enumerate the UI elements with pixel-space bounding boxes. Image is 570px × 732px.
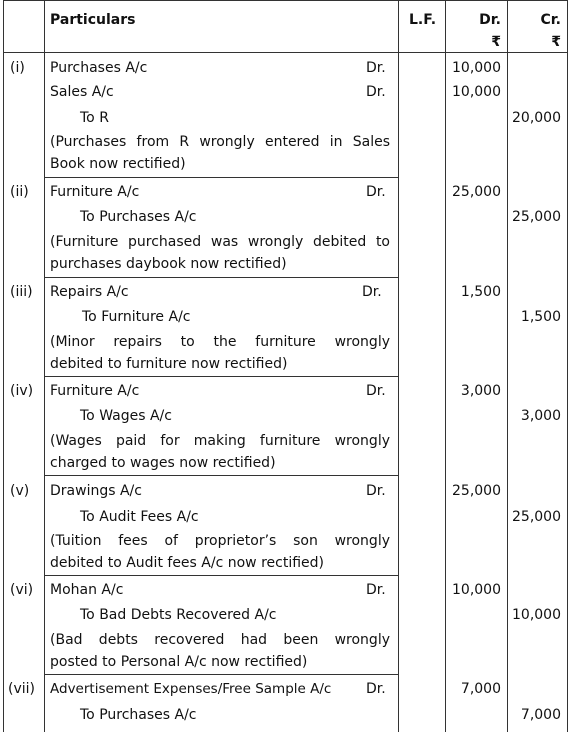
debit-amount: 3,000 bbox=[460, 383, 501, 399]
entry-rule bbox=[44, 674, 399, 675]
credit-amount: 25,000 bbox=[512, 509, 561, 525]
entry-number: (i) bbox=[10, 60, 25, 76]
entry-number: (vii) bbox=[8, 681, 35, 697]
narration-line: (Minor repairs to the furniture wrongly bbox=[50, 334, 390, 350]
header-lf: L.F. bbox=[409, 12, 437, 28]
narration bbox=[50, 131, 390, 175]
debit-account: Advertisement Expenses/Free Sample A/c bbox=[50, 681, 332, 697]
header-top-rule bbox=[3, 0, 568, 1]
narration bbox=[50, 231, 390, 275]
entry-rule bbox=[44, 376, 399, 377]
credit-amount: 25,000 bbox=[512, 209, 561, 225]
narration-line: (Furniture purchased was wrongly debited to bbox=[50, 234, 390, 250]
debit-amount: 7,000 bbox=[460, 681, 501, 697]
narration-line: (Bad debts recovered had been wrongly bbox=[50, 632, 390, 648]
dr-label: Dr. bbox=[366, 84, 386, 100]
credit-account: To Purchases A/c bbox=[80, 209, 197, 225]
debit-amount: 25,000 bbox=[452, 184, 501, 200]
narration-line: purchases daybook now rectified) bbox=[50, 256, 287, 272]
dr-label: Dr. bbox=[366, 582, 386, 598]
debit-account: Drawings A/c bbox=[50, 483, 142, 499]
debit-account: Mohan A/c bbox=[50, 582, 124, 598]
dr-label: Dr. bbox=[366, 681, 386, 697]
debit-account: Furniture A/c bbox=[50, 383, 140, 399]
credit-account: To Wages A/c bbox=[80, 408, 172, 424]
entry-number: (v) bbox=[10, 483, 30, 499]
col-line-left bbox=[3, 0, 4, 732]
entry-number: (iii) bbox=[10, 284, 33, 300]
credit-account: To Furniture A/c bbox=[82, 309, 191, 325]
debit-account: Purchases A/c bbox=[50, 60, 148, 76]
header-bottom-rule bbox=[3, 52, 568, 53]
debit-account: Furniture A/c bbox=[50, 184, 140, 200]
header-cr-currency: ₹ bbox=[551, 34, 561, 50]
narration bbox=[50, 629, 390, 673]
narration bbox=[50, 530, 390, 574]
narration-line: debited to Audit fees A/c now rectified) bbox=[50, 555, 324, 571]
debit-amount: 10,000 bbox=[452, 60, 501, 76]
narration bbox=[50, 430, 390, 474]
debit-amount: 25,000 bbox=[452, 483, 501, 499]
credit-amount: 10,000 bbox=[512, 607, 561, 623]
credit-account: To Audit Fees A/c bbox=[80, 509, 199, 525]
header-particulars: Particulars bbox=[50, 12, 136, 28]
credit-account: To R bbox=[80, 110, 109, 126]
entry-rule bbox=[44, 575, 399, 576]
narration-line: (Tuition fees of proprietor’s son wrongly bbox=[50, 533, 390, 549]
narration-line: debited to furniture now rectified) bbox=[50, 356, 288, 372]
narration-line: charged to wages now rectified) bbox=[50, 455, 276, 471]
narration-line: (Wages paid for making furniture wrongly bbox=[50, 433, 390, 449]
col-line-particulars bbox=[44, 0, 45, 732]
credit-amount: 7,000 bbox=[520, 707, 561, 723]
credit-amount: 3,000 bbox=[520, 408, 561, 424]
narration-line: posted to Personal A/c now rectified) bbox=[50, 654, 308, 670]
credit-amount: 1,500 bbox=[520, 309, 561, 325]
header-cr: Cr. bbox=[540, 12, 561, 28]
dr-label: Dr. bbox=[366, 383, 386, 399]
col-line-lf bbox=[398, 0, 399, 732]
entry-rule bbox=[44, 475, 399, 476]
debit-amount: 1,500 bbox=[460, 284, 501, 300]
header-dr-currency: ₹ bbox=[491, 34, 501, 50]
debit-account: Repairs A/c bbox=[50, 284, 129, 300]
narration-line: Book now rectified) bbox=[50, 156, 186, 172]
col-line-dr bbox=[445, 0, 446, 732]
entry-number: (ii) bbox=[10, 184, 29, 200]
credit-account: To Purchases A/c bbox=[80, 707, 197, 723]
debit-amount: 10,000 bbox=[452, 582, 501, 598]
narration-line: (Purchases from R wrongly entered in Sales bbox=[50, 134, 390, 150]
debit-account: Sales A/c bbox=[50, 84, 114, 100]
dr-label: Dr. bbox=[366, 184, 386, 200]
entry-number: (iv) bbox=[10, 383, 34, 399]
entry-number: (vi) bbox=[10, 582, 34, 598]
credit-amount: 20,000 bbox=[512, 110, 561, 126]
entry-rule bbox=[44, 177, 399, 178]
col-line-right bbox=[567, 0, 568, 732]
debit-amount: 10,000 bbox=[452, 84, 501, 100]
dr-label: Dr. bbox=[366, 483, 386, 499]
entry-rule bbox=[44, 277, 399, 278]
credit-account: To Bad Debts Recovered A/c bbox=[80, 607, 277, 623]
dr-label: Dr. bbox=[362, 284, 382, 300]
header-dr: Dr. bbox=[479, 12, 501, 28]
narration bbox=[50, 331, 390, 375]
dr-label: Dr. bbox=[366, 60, 386, 76]
